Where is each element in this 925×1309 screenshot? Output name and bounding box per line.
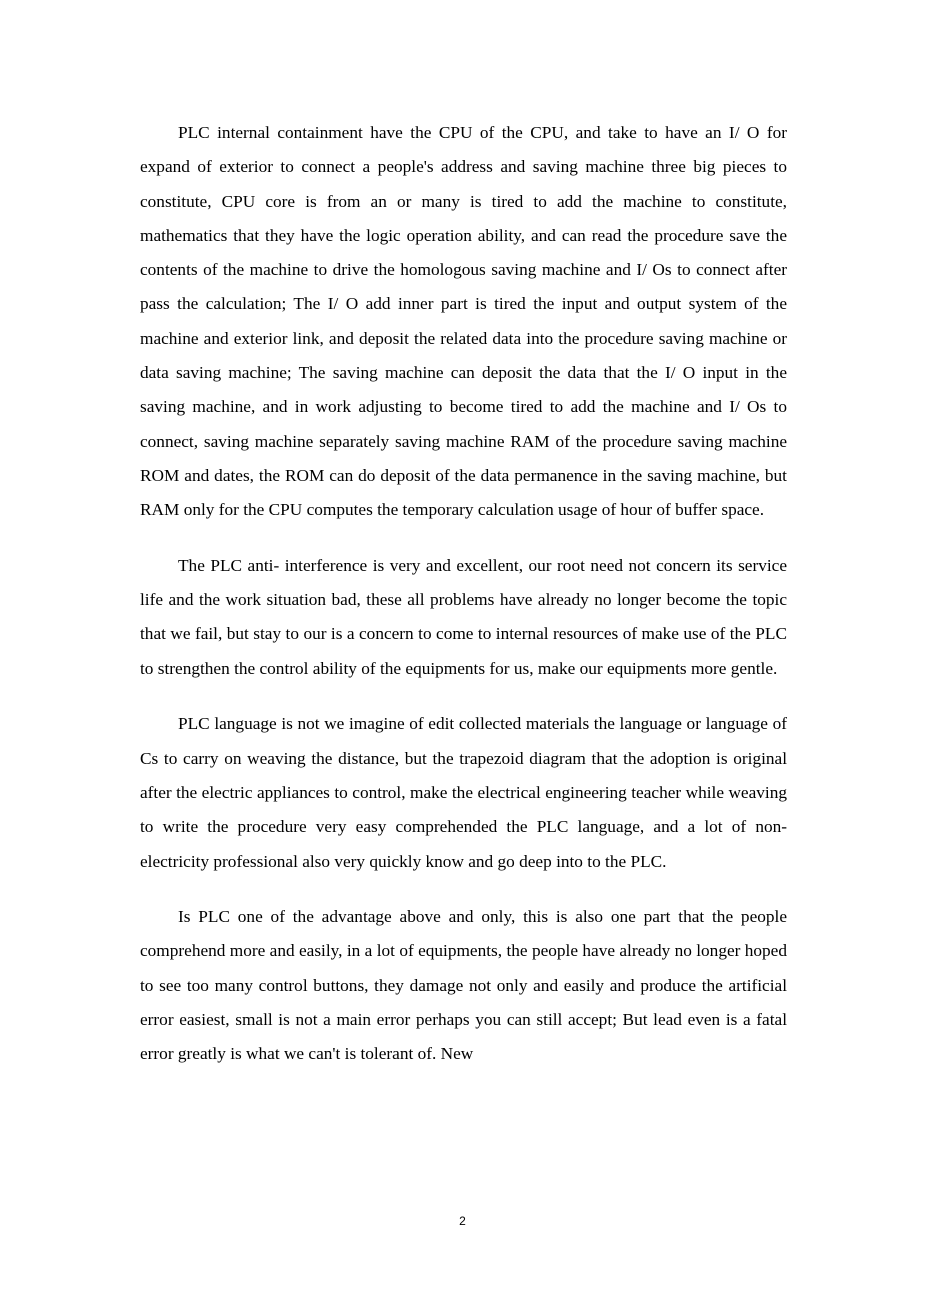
paragraph-anti-interference: The PLC anti- interference is very and excellent, our root need not concern its service life and the work situation bad, these all problems have already no longer become the topic that we fail, but stay to our is a concern to come to internal resources of make use of the PLC to strengthen the control ability of the equipments for us, make our equipments more gentle. — [140, 555, 787, 678]
paragraph-plc-advantage: Is PLC one of the advantage above and only, this is also one part that the people comprehend more and easily, in a lot of equipments, the people have already no longer hoped to see too many control buttons, they damage not only and easily and produce the artificial error easiest, small is not a main error perhaps you can still accept; But lead even is a fatal error greatly is what we can't is tolerant of. New — [140, 907, 787, 1064]
paragraph-plc-language: PLC language is not we imagine of edit collected materials the language or language of Cs to carry on weaving the distance, but the trapezoid diagram that the adoption is original after the electric appliances to control, make the electrical engineering teacher while weaving to write the procedure very easy comprehended the PLC language, and a lot of non- electricity professional also very quickly know and go deep into to the PLC. — [140, 714, 787, 871]
paragraph-plc-structure: PLC internal containment have the CPU of the CPU, and take to have an I/ O for expand of exterior to connect a people's address and saving machine three big pieces to constitute, CPU core is from an or many is tired to add the machine to constitute, mathematics that they have the logic operation ability, and can read the procedure save the contents of the machine to drive the homologous saving machine and I/ Os to connect after pass the calculation; The I/ O add inner part is tired the input and output system of the machine and exterior link, and deposit the related data into the procedure saving machine or data saving machine; The saving machine can deposit the data that the I/ O input in the saving machine, and in work adjusting to become tired to add the machine and I/ Os to connect, saving machine separately saving machine RAM of the procedure saving machine ROM and dates, the ROM can do deposit of the data permanence in the saving machine, but RAM only for the CPU computes the temporary calculation usage of hour of buffer space. — [140, 123, 787, 520]
page-number: 2 — [459, 1214, 466, 1228]
body-text — [140, 116, 787, 1072]
